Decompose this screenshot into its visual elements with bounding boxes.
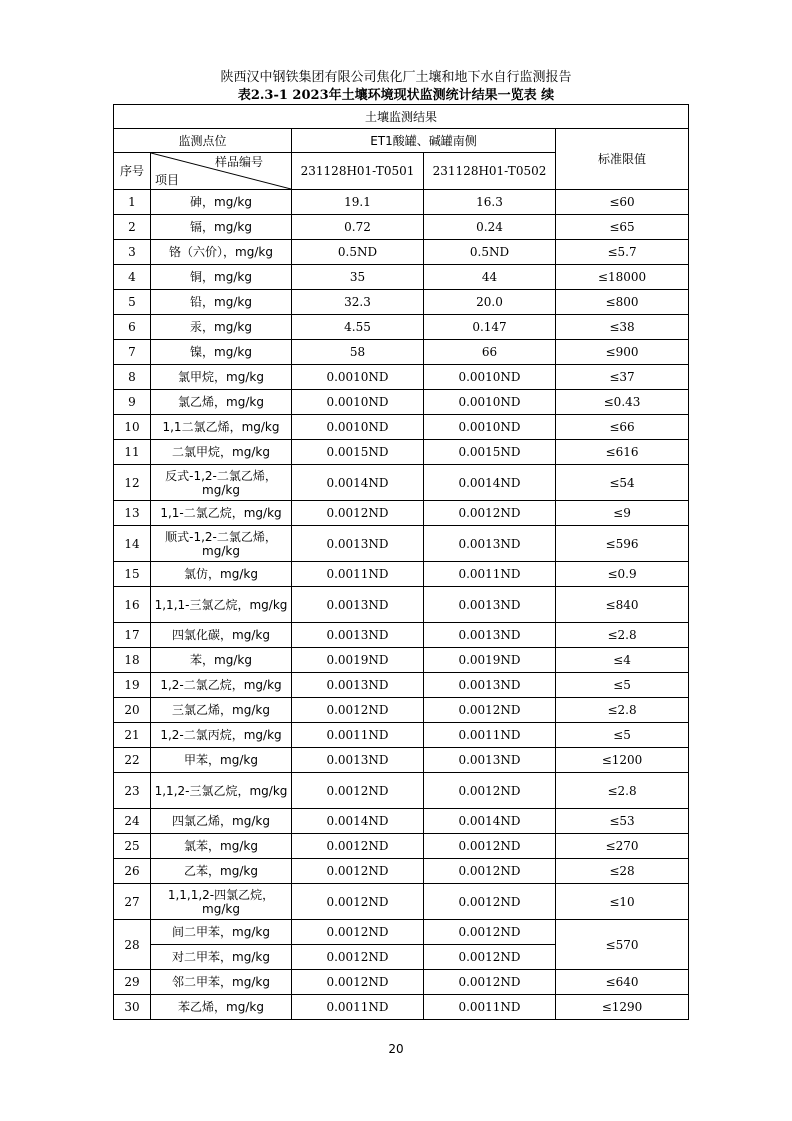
value-t0501: 0.0014ND: [292, 809, 424, 834]
row-number: 24: [114, 809, 151, 834]
value-t0502: 0.0013ND: [424, 748, 556, 773]
table-row: [114, 290, 689, 315]
row-number: 20: [114, 698, 151, 723]
standard-limit: ≤616: [556, 440, 689, 465]
standard-limit: ≤570: [556, 920, 689, 970]
row-number: 1: [114, 190, 151, 215]
item-name: 1,1,2-三氯乙烷，mg/kg: [151, 773, 292, 809]
item-name: 反式-1,2-二氯乙烯，mg/kg: [151, 465, 292, 501]
row-number: 9: [114, 390, 151, 415]
item-name: 铬（六价），mg/kg: [151, 240, 292, 265]
item-name: 四氯化碳，mg/kg: [151, 623, 292, 648]
value-t0501: 0.0012ND: [292, 859, 424, 884]
row-number: 29: [114, 970, 151, 995]
row-number: 27: [114, 884, 151, 920]
item-name: 1,1二氯乙烯，mg/kg: [151, 415, 292, 440]
standard-limit: ≤54: [556, 465, 689, 501]
table-row: [114, 365, 689, 390]
value-t0501: 0.0012ND: [292, 698, 424, 723]
report-title: 陕西汉中钢铁集团有限公司焦化厂土壤和地下水自行监测报告: [220, 70, 572, 85]
value-t0501: 0.0012ND: [292, 773, 424, 809]
row-number: 12: [114, 465, 151, 501]
table-row: [114, 562, 689, 587]
standard-limit: ≤38: [556, 315, 689, 340]
page-number: 20: [388, 1042, 404, 1056]
value-t0501: 0.0011ND: [292, 562, 424, 587]
value-t0501: 32.3: [292, 290, 424, 315]
row-number: 30: [114, 995, 151, 1020]
value-t0502: 0.0011ND: [424, 723, 556, 748]
value-t0502: 0.0012ND: [424, 501, 556, 526]
row-number: 6: [114, 315, 151, 340]
table-row: [114, 440, 689, 465]
standard-limit: ≤18000: [556, 265, 689, 290]
standard-limit: ≤0.43: [556, 390, 689, 415]
value-t0501: 0.0013ND: [292, 587, 424, 623]
table-row: [114, 859, 689, 884]
table-row: [114, 673, 689, 698]
row-number: 11: [114, 440, 151, 465]
standard-limit: ≤28: [556, 859, 689, 884]
row-number: 21: [114, 723, 151, 748]
item-name: 氯苯，mg/kg: [151, 834, 292, 859]
value-t0502: 66: [424, 340, 556, 365]
value-t0502: 0.0013ND: [424, 623, 556, 648]
standard-limit: ≤66: [556, 415, 689, 440]
value-t0501: 0.0019ND: [292, 648, 424, 673]
item-name: 苯乙烯，mg/kg: [151, 995, 292, 1020]
item-name: 间二甲苯，mg/kg: [151, 920, 292, 945]
standard-limit: ≤270: [556, 834, 689, 859]
value-t0501: 58: [292, 340, 424, 365]
item-name: 铅，mg/kg: [151, 290, 292, 315]
row-number: 8: [114, 365, 151, 390]
value-t0502: 0.0010ND: [424, 390, 556, 415]
standard-limit: ≤9: [556, 501, 689, 526]
row-number: 25: [114, 834, 151, 859]
row-number: 16: [114, 587, 151, 623]
item-name: 氯乙烯，mg/kg: [151, 390, 292, 415]
value-t0502: 0.0012ND: [424, 859, 556, 884]
value-t0501: 0.0011ND: [292, 995, 424, 1020]
item-name: 镍，mg/kg: [151, 340, 292, 365]
value-t0501: 0.0012ND: [292, 970, 424, 995]
item-name: 二氯甲烷，mg/kg: [151, 440, 292, 465]
table-row: [114, 215, 689, 240]
table-row: [114, 995, 689, 1020]
value-t0501: 0.72: [292, 215, 424, 240]
item-name: 甲苯，mg/kg: [151, 748, 292, 773]
standard-limit: ≤640: [556, 970, 689, 995]
sample-code-1: 231128H01-T0501: [292, 153, 424, 190]
value-t0501: 0.0010ND: [292, 415, 424, 440]
item-label: 项目: [155, 173, 180, 187]
standard-limit: ≤5: [556, 723, 689, 748]
value-t0502: 0.0013ND: [424, 587, 556, 623]
value-t0501: 0.0013ND: [292, 526, 424, 562]
value-t0502: 0.0010ND: [424, 365, 556, 390]
soil-monitoring-table: [113, 104, 689, 1020]
table-row: [114, 748, 689, 773]
standard-limit: ≤800: [556, 290, 689, 315]
row-number: 15: [114, 562, 151, 587]
value-t0502: 44: [424, 265, 556, 290]
standard-limit: ≤37: [556, 365, 689, 390]
item-name: 1,1-二氯乙烷，mg/kg: [151, 501, 292, 526]
item-name: 邻二甲苯，mg/kg: [151, 970, 292, 995]
item-name: 1,2-二氯丙烷，mg/kg: [151, 723, 292, 748]
sample-code-2: 231128H01-T0502: [424, 153, 556, 190]
value-t0501: 4.55: [292, 315, 424, 340]
row-number: 4: [114, 265, 151, 290]
table-title: 表2.3-1 2023年土壤环境现状监测统计结果一览表 续: [237, 88, 555, 103]
section-header: 土壤监测结果: [114, 105, 689, 129]
row-number: 19: [114, 673, 151, 698]
value-t0502: 0.0013ND: [424, 526, 556, 562]
row-number: 28: [114, 920, 151, 970]
row-number: 3: [114, 240, 151, 265]
standard-limit: ≤596: [556, 526, 689, 562]
table-row: [114, 587, 689, 623]
row-number: 22: [114, 748, 151, 773]
value-t0501: 0.0010ND: [292, 365, 424, 390]
table-row: [114, 723, 689, 748]
table-row: [114, 698, 689, 723]
standard-limit: ≤1200: [556, 748, 689, 773]
standard-limit: ≤4: [556, 648, 689, 673]
value-t0501: 0.0010ND: [292, 390, 424, 415]
value-t0502: 0.0011ND: [424, 562, 556, 587]
table-row: [114, 623, 689, 648]
value-t0501: 19.1: [292, 190, 424, 215]
standard-limit: ≤840: [556, 587, 689, 623]
value-t0502: 0.147: [424, 315, 556, 340]
standard-limit: ≤5: [556, 673, 689, 698]
value-t0501: 0.0012ND: [292, 834, 424, 859]
table-row: [114, 190, 689, 215]
seq-label: 序号: [114, 153, 151, 190]
value-t0501: 0.0015ND: [292, 440, 424, 465]
item-name: 顺式-1,2-二氯乙烯，mg/kg: [151, 526, 292, 562]
item-name: 氯仿，mg/kg: [151, 562, 292, 587]
table-row: [114, 240, 689, 265]
standard-limit: ≤65: [556, 215, 689, 240]
value-t0502: 0.0012ND: [424, 698, 556, 723]
value-t0502: 0.0011ND: [424, 995, 556, 1020]
standard-limit: ≤0.9: [556, 562, 689, 587]
value-t0502: 0.0012ND: [424, 834, 556, 859]
row-number: 26: [114, 859, 151, 884]
value-t0502: 0.0010ND: [424, 415, 556, 440]
row-number: 17: [114, 623, 151, 648]
value-t0502: 0.0012ND: [424, 920, 556, 945]
standard-limit: ≤60: [556, 190, 689, 215]
table-row: [114, 465, 689, 501]
value-t0502: 0.24: [424, 215, 556, 240]
value-t0502: 0.0019ND: [424, 648, 556, 673]
value-t0502: 0.0013ND: [424, 673, 556, 698]
value-t0501: 0.0014ND: [292, 465, 424, 501]
value-t0502: 0.5ND: [424, 240, 556, 265]
row-number: 5: [114, 290, 151, 315]
standard-limit: ≤5.7: [556, 240, 689, 265]
table-row: [114, 834, 689, 859]
table-row: [114, 415, 689, 440]
item-name: 三氯乙烯，mg/kg: [151, 698, 292, 723]
standard-limit: ≤1290: [556, 995, 689, 1020]
limit-label: 标准限值: [556, 129, 689, 190]
item-name: 1,1,1-三氯乙烷，mg/kg: [151, 587, 292, 623]
row-number: 10: [114, 415, 151, 440]
table-row: [114, 970, 689, 995]
value-t0502: 0.0014ND: [424, 465, 556, 501]
standard-limit: ≤2.8: [556, 773, 689, 809]
item-name: 1,1,1,2-四氯乙烷，mg/kg: [151, 884, 292, 920]
table-row: [114, 315, 689, 340]
value-t0502: 0.0014ND: [424, 809, 556, 834]
value-t0501: 0.0013ND: [292, 748, 424, 773]
value-t0501: 0.0012ND: [292, 884, 424, 920]
value-t0501: 0.0011ND: [292, 723, 424, 748]
value-t0501: 0.0012ND: [292, 920, 424, 945]
standard-limit: ≤10: [556, 884, 689, 920]
item-name: 苯，mg/kg: [151, 648, 292, 673]
point-name: ET1酸罐、碱罐南侧: [292, 129, 556, 153]
value-t0501: 0.0013ND: [292, 673, 424, 698]
value-t0501: 0.5ND: [292, 240, 424, 265]
sample-code-label: 样品编号: [214, 155, 263, 169]
table-row: [114, 526, 689, 562]
standard-limit: ≤2.8: [556, 623, 689, 648]
item-name: 乙苯，mg/kg: [151, 859, 292, 884]
table-row: [114, 773, 689, 809]
table-row: [114, 340, 689, 365]
table-row: [114, 501, 689, 526]
value-t0502: 0.0015ND: [424, 440, 556, 465]
table-row: [114, 884, 689, 920]
item-name: 镉，mg/kg: [151, 215, 292, 240]
value-t0501: 35: [292, 265, 424, 290]
row-number: 14: [114, 526, 151, 562]
item-name: 对二甲苯，mg/kg: [151, 945, 292, 970]
item-name: 氯甲烷，mg/kg: [151, 365, 292, 390]
standard-limit: ≤53: [556, 809, 689, 834]
value-t0501: 0.0012ND: [292, 501, 424, 526]
row-number: 7: [114, 340, 151, 365]
value-t0501: 0.0012ND: [292, 945, 424, 970]
row-number: 2: [114, 215, 151, 240]
table-row: [114, 390, 689, 415]
value-t0502: 0.0012ND: [424, 884, 556, 920]
value-t0502: 16.3: [424, 190, 556, 215]
value-t0502: 0.0012ND: [424, 970, 556, 995]
value-t0501: 0.0013ND: [292, 623, 424, 648]
item-name: 四氯乙烯，mg/kg: [151, 809, 292, 834]
item-name: 铜，mg/kg: [151, 265, 292, 290]
table-row: [114, 809, 689, 834]
value-t0502: 0.0012ND: [424, 773, 556, 809]
point-label: 监测点位: [114, 129, 292, 153]
row-number: 13: [114, 501, 151, 526]
standard-limit: ≤900: [556, 340, 689, 365]
item-name: 砷，mg/kg: [151, 190, 292, 215]
value-t0502: 20.0: [424, 290, 556, 315]
row-number: 18: [114, 648, 151, 673]
table-row: [114, 920, 689, 945]
diagonal-header-cell: [151, 153, 292, 190]
table-row: [114, 265, 689, 290]
value-t0502: 0.0012ND: [424, 945, 556, 970]
table-row: [114, 648, 689, 673]
standard-limit: ≤2.8: [556, 698, 689, 723]
row-number: 23: [114, 773, 151, 809]
item-name: 汞，mg/kg: [151, 315, 292, 340]
item-name: 1,2-二氯乙烷，mg/kg: [151, 673, 292, 698]
